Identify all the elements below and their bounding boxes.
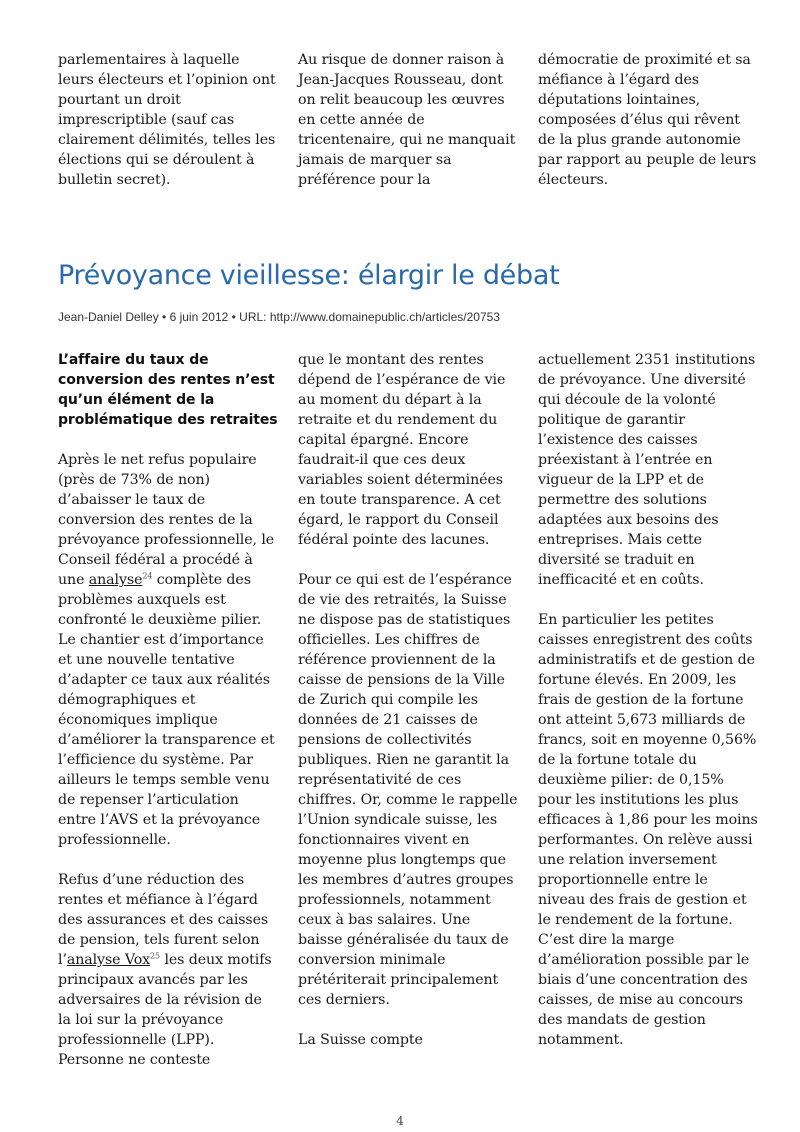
prev-article-column-3 — [538, 50, 758, 190]
article-paragraph: que le montant des rentes dépend de l’espérance de vie au moment du départ à la retraite et du rendement du capital épargné. Encore faudrait-il que ces deux variables soient déterminées en toute transparence. A cet égard, le rapport du Conseil fédéral pointe des lacunes. — [298, 352, 506, 548]
analyse-link[interactable]: analyse — [88, 572, 143, 588]
prev-article-paragraph: démocratie de proximité et sa méfiance à l’égard des députations lointaines, composées d’élus qui rêvent de la plus grande autonomie par rapport au peuple de leurs électeurs. — [538, 52, 757, 188]
article-paragraph: La Suisse compte — [298, 1032, 423, 1048]
article-lede: L’affaire du taux de conversion des rentes n’est qu’un élément de la problématique des retraites — [58, 352, 278, 428]
prev-article-paragraph: Au risque de donner raison à Jean-Jacques Rousseau, dont on relit beaucoup les œuvres en cette année de tricentenaire, qui ne manquait jamais de marquer sa préférence pour la — [298, 52, 516, 188]
page-number: 4 — [396, 1114, 404, 1128]
article-paragraph: Refus d’une réduction des rentes et méfiance à l’égard des assurances et des caisses de pension, tels furent selon l’analyse Vox$^{25}$ les deux motifs principaux avancés par les adversaires de la révision de la loi sur la prévoyance professionnelle (LPP). Personne ne conteste — [58, 872, 272, 1068]
prev-article-column-1 — [58, 50, 278, 190]
article-paragraph: Après le net refus populaire (près de 73% de non) d’abaisser le taux de conversion des rentes de la prévoyance professionnelle, le Conseil fédéral a procédé à une analyse$^{24}$ complète des problèmes auxquels est confronté le deuxième pilier. Le chantier est d’importance et une nouvelle tentative d’adapter ce taux aux réalités démographiques et économiques implique d’améliorer la transparence et l’efficience du système. Par ailleurs le temps semble venu de repenser l’articulation entre l’AVS et la prévoyance professionnelle. — [58, 452, 275, 848]
article-title: Prévoyance vieillesse: élargir le débat — [58, 260, 560, 291]
article-paragraph: actuellement 2351 institutions de prévoyance. Une diversité qui découle de la volonté politique de garantir l’existence des caisses préexistant à l’entrée en vigueur de la LPP et de permettre des solutions adaptées aux besoins des entreprises. Mais cette diversité se traduit en inefficacité et en coûts. — [538, 352, 756, 588]
analyse-vox-link[interactable]: analyse Vox — [66, 952, 151, 968]
prev-article-paragraph: parlementaires à laquelle leurs électeurs et l’opinion ont pourtant un droit imprescriptible (sauf cas clairement délimités, telles les élections qui se déroulent à bulletin secret). — [58, 52, 276, 188]
footnote-ref-24[interactable]: 24 — [142, 571, 153, 581]
article-column-3 — [538, 350, 758, 1050]
article-column-1 — [58, 350, 278, 1070]
article-paragraph: Pour ce qui est de l’espérance de vie des retraités, la Suisse ne dispose pas de statistiques officielles. Les chiffres de référence proviennent de la caisse de pensions de la Ville de Zurich qui compile les données de 21 caisses de pensions de collectivités publiques. Rien ne garantit la représentativité de ces chiffres. Or, comme le rappelle l’Union syndicale suisse, les fonctionnaires vivent en moyenne plus longtemps que les membres d’autres groupes professionnels, notamment ceux à bas salaires. Une baisse généralisée du taux de conversion minimale prétériterait principalement ces derniers. — [298, 572, 518, 1008]
article-column-2 — [298, 350, 518, 1050]
prev-article-column-2 — [298, 50, 518, 190]
article-byline: Jean-Daniel Delley • 6 juin 2012 • URL: http://www.domainepublic.ch/articles/20753 — [58, 310, 500, 324]
footnote-ref-25[interactable]: 25 — [150, 951, 161, 961]
article-paragraph: En particulier les petites caisses enregistrent des coûts administratifs et de gestion de fortune élevés. En 2009, les frais de gestion de la fortune ont atteint 5,673 milliards de francs, soit en moyenne 0,56% de la fortune totale du deuxième pilier: de 0,15% pour les institutions les plus efficaces à 1,86 pour les moins performantes. On relève aussi une relation inversement proportionnelle entre le niveau des frais de gestion et le rendement de la fortune. C’est dire la marge d’amélioration possible par le biais d’une concentration des caisses, de mise au concours des mandats de gestion notamment. — [538, 612, 758, 1048]
